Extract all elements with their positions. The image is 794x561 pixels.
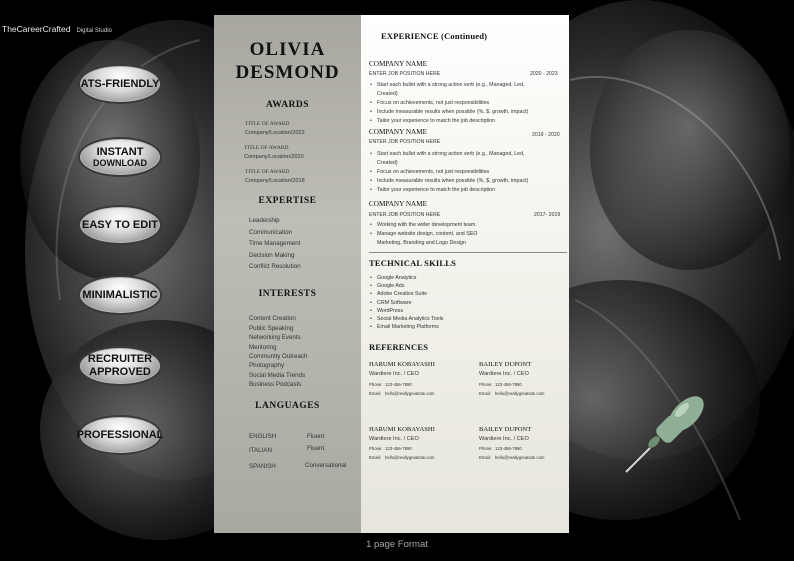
job-bullets [377, 221, 567, 248]
job-bullet: • Include measurable results when possible (%, $, growth, impact) [377, 108, 567, 117]
expertise-item: Communication [249, 228, 292, 236]
feature-badge-label: PROFESSIONAL [76, 428, 164, 441]
reference-email-label: Email: [479, 391, 491, 396]
job-bullet: Marketing, Branding and Logo Design [377, 240, 466, 247]
feature-badge-minimalistic [78, 275, 162, 315]
job-dates: 2017- 2019 [534, 212, 561, 218]
reference-phone [479, 446, 522, 451]
job-bullet: • Focus on achievements, not just responsibilities [377, 168, 567, 177]
reference-phone [369, 446, 412, 451]
experience-heading: EXPERIENCE (Continued) [381, 31, 488, 41]
award-detail: Company/Location/2022 [245, 129, 305, 136]
reference-role: Wardiere Inc. / CEO [479, 436, 529, 442]
job-bullet: • Manage website design, content, and SEO [377, 230, 567, 239]
job-position: ENTER JOB POSITION HERE [369, 212, 441, 218]
reference-phone-value: 123-456-7890 [385, 446, 412, 451]
language-level: Fluent [307, 445, 325, 452]
feature-badge-professional [78, 415, 162, 455]
reference-name: HARUMI KOBAYASHI [369, 361, 435, 368]
reference-phone-label: Phone: [479, 382, 493, 387]
language-name: ITALIAN [249, 447, 272, 454]
brand-logo [2, 24, 112, 34]
skill-item: • Social Media Analytics Tools [377, 315, 567, 323]
expertise-item: Leadership [249, 217, 280, 224]
job-position: ENTER JOB POSITION HERE [369, 139, 441, 145]
languages-heading: LANGUAGES [255, 401, 320, 411]
reference-phone [369, 382, 412, 387]
reference-email-label: Email: [479, 455, 491, 460]
format-caption: 1 page Format [366, 539, 428, 550]
reference-email-value: hello@reallygreatsite.com [385, 391, 435, 396]
job-bullets [377, 150, 567, 196]
reference-phone [479, 382, 522, 387]
resume-first-name: OLIVIA [249, 39, 326, 60]
feature-badge-label: ATS-FRIENDLY [80, 77, 160, 90]
award-detail: Company/Location/2018 [245, 177, 305, 184]
reference-name: BAILEY DUPONT [479, 426, 532, 433]
job-dates: 2019 - 2020 [532, 132, 560, 138]
interest-item: Community Outreach [249, 352, 308, 360]
skills-heading: TECHNICAL SKILLS [369, 258, 457, 268]
skills-list [377, 274, 567, 331]
award-title: TITLE OF AWARD [245, 169, 290, 175]
reference-role: Wardiere Inc. / CEO [369, 371, 419, 377]
resume-last-name: DESMOND [235, 62, 340, 83]
reference-phone-label: Phone: [369, 446, 383, 451]
reference-phone-value: 123-456-7890 [495, 446, 522, 451]
award-detail: Company/Location/2020 [244, 153, 304, 160]
feature-badge-label: MINIMALISTIC [82, 288, 158, 301]
reference-email-value: hello@reallygreatsite.com [385, 455, 435, 460]
job-company: COMPANY NAME [369, 128, 427, 136]
job-bullet: • Include measurable results when possible (%, $, growth, impact) [377, 177, 567, 186]
reference-email-label: Email: [369, 455, 381, 460]
skill-item: • Google Ads [377, 282, 567, 290]
job-bullet: • Tailor your experience to match the job description [377, 117, 567, 126]
section-divider [369, 252, 567, 253]
job-bullet: Created) [377, 91, 398, 98]
language-level: Fluent [307, 433, 325, 440]
skill-item: • Google Analytics [377, 274, 567, 282]
job-bullets [377, 81, 567, 127]
references-heading: REFERENCES [369, 342, 429, 352]
language-name: ENGLISH [249, 433, 277, 440]
resume-right-content [214, 15, 569, 533]
job-bullet: • Start each bullet with a strong action verb (e.g., Managed, Led, [377, 150, 567, 159]
reference-email [369, 391, 435, 396]
reference-phone-value: 123-456-7890 [385, 382, 412, 387]
brand-subtitle: Digital Studio [76, 28, 112, 34]
job-dates: 2020 - 2023 [530, 71, 558, 77]
reference-email-value: hello@reallygreatsite.com [495, 455, 545, 460]
expertise-heading: EXPERTISE [258, 196, 317, 206]
expertise-item: Decision Making [249, 251, 295, 259]
feature-badge-easy-to-edit [78, 205, 162, 245]
interest-item: Public Speaking [249, 324, 294, 332]
job-company: COMPANY NAME [369, 200, 427, 208]
award-title: TITLE OF AWARD [245, 121, 290, 127]
job-bullet: • Focus on achievements, not just responsibilities [377, 99, 567, 108]
skill-item: • Adobe Creative Suite [377, 290, 567, 298]
skill-item: • WordPress [377, 307, 567, 315]
interest-item: Business Podcasts [249, 381, 302, 388]
expertise-item: Conflict Resolution [249, 262, 301, 270]
feature-badge-label: EASY TO EDIT [81, 218, 158, 231]
feature-badge-recruiter-approved [78, 346, 162, 386]
reference-role: Wardiere Inc. / CEO [369, 436, 419, 442]
feature-badge-label: RECRUITER [87, 353, 153, 366]
reference-phone-label: Phone: [479, 446, 493, 451]
job-bullet: Created) [377, 160, 398, 167]
interest-item: Networking Events [249, 334, 301, 341]
job-bullet: • Working with the wider development team. [377, 221, 567, 230]
interests-heading: INTERESTS [258, 289, 317, 299]
job-bullet: • Tailor your experience to match the job description [377, 186, 567, 195]
language-level: Conversational [305, 462, 347, 469]
reference-email [479, 391, 545, 396]
interest-item: Photography [249, 362, 285, 369]
language-name: SPANISH [249, 463, 276, 470]
pushpin-icon [620, 378, 720, 478]
expertise-item: Time Management [249, 240, 301, 247]
skill-item: • CRM Software [377, 299, 567, 307]
brand-name: TheCareerCrafted [2, 24, 71, 34]
interest-item: Mentoring [249, 343, 277, 351]
reference-email-label: Email: [369, 391, 381, 396]
reference-name: BAILEY DUPONT [479, 361, 532, 368]
award-title: TITLE OF AWARD [244, 145, 289, 151]
interest-item: Content Creation [249, 315, 296, 322]
feature-badge-instant-download [78, 137, 162, 177]
reference-phone-label: Phone: [369, 382, 383, 387]
interest-item: Social Media Trends [249, 371, 306, 379]
job-bullet: • Start each bullet with a strong action verb (e.g., Managed, Led, [377, 81, 567, 90]
awards-heading: AWARDS [265, 100, 310, 110]
feature-badge-sublabel: APPROVED [89, 366, 151, 378]
feature-badge-sublabel: DOWNLOAD [93, 158, 147, 169]
reference-email-value: hello@reallygreatsite.com [495, 391, 545, 396]
reference-name: HARUMI KOBAYASHI [369, 426, 435, 433]
feature-badge-label: INSTANT [96, 145, 144, 158]
reference-email [369, 455, 435, 460]
skill-item: • Email Marketing Platforms [377, 323, 567, 331]
reference-phone-value: 123-456-7890 [495, 382, 522, 387]
job-position: ENTER JOB POSITION HERE [369, 71, 441, 77]
feature-badge-ats-friendly [78, 64, 162, 104]
job-company: COMPANY NAME [369, 60, 427, 68]
reference-email [479, 455, 545, 460]
reference-role: Wardiere Inc. / CEO [479, 371, 529, 377]
